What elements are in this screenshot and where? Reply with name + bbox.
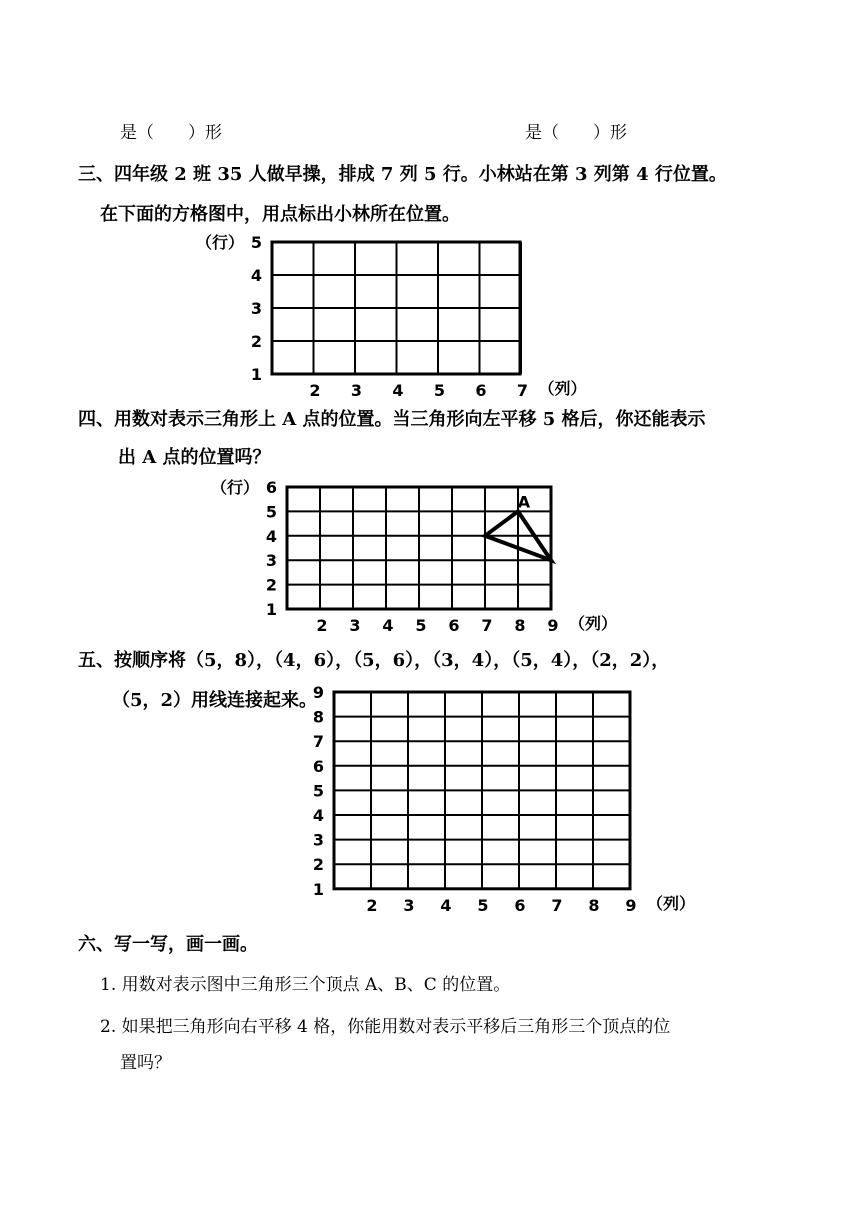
q3-row-tick: 5 <box>250 233 262 252</box>
q5-row-tick: 9 <box>312 683 324 702</box>
q4-col-tick: 3 <box>349 616 361 635</box>
q5-line2: （5，2）用线连接起来。 <box>112 690 318 711</box>
blank-right: 是（ ）形 <box>525 123 627 143</box>
q5-col-tick: 4 <box>440 895 452 915</box>
q4-row-tick: 6 <box>265 478 277 497</box>
q5-col-tick: 8 <box>588 895 600 915</box>
q4-col-tick: 4 <box>382 616 394 635</box>
q5-col-label: （列） <box>647 893 696 913</box>
q4-col-tick: 6 <box>448 616 460 635</box>
q4-row-label: （行） <box>210 478 259 497</box>
q4-col-tick: 7 <box>481 616 493 635</box>
q6-item2b: 置吗？ <box>120 1053 171 1073</box>
q5-col-tick: 3 <box>403 895 415 915</box>
q5-row-tick: 4 <box>312 806 324 825</box>
q3-col-tick: 7 <box>516 381 529 400</box>
q3-row-label: （行） <box>195 233 244 252</box>
q3-line2: 在下面的方格图中，用点标出小林所在位置。 <box>100 204 460 225</box>
q5-col-tick: 5 <box>477 895 489 915</box>
q3-col-tick: 3 <box>350 381 363 400</box>
q5-col-tick: 7 <box>551 895 563 915</box>
q3-col-tick: 5 <box>433 381 446 400</box>
q4-col-tick: 9 <box>547 616 559 635</box>
q5-row-tick: 6 <box>312 756 324 776</box>
q5-row-tick: 5 <box>312 781 324 801</box>
q5-col-tick: 6 <box>514 895 526 915</box>
q5-row-tick: 2 <box>312 855 324 875</box>
q5-line1: 五、按顺序将（5，8），（4，6），（5，6），（3，4），（5，4），（2，2）， <box>78 650 670 671</box>
blank-left: 是（ ）形 <box>120 123 222 143</box>
q5-col-tick: 9 <box>625 895 637 915</box>
q4-row-tick: 3 <box>265 551 277 571</box>
q3-col-tick: 6 <box>475 381 487 400</box>
q3-row-tick: 2 <box>250 332 262 351</box>
q3-row-tick: 1 <box>250 365 262 384</box>
q4-col-label: （列） <box>569 614 618 633</box>
q3-col-tick: 4 <box>392 381 404 400</box>
q4-col-tick: 5 <box>415 616 427 635</box>
q4-col-tick: 2 <box>316 616 328 635</box>
q4-line2: 出 A 点的位置吗？ <box>118 447 271 468</box>
q3-col-tick: 2 <box>309 381 321 400</box>
q6-item1: 1. 用数对表示图中三角形三个顶点 A、B、C 的位置。 <box>100 975 511 995</box>
q3-row-tick: 3 <box>250 299 262 318</box>
q3-line1: 三、四年级 2 班 35 人做早操，排成 7 列 5 行。小林站在第 3 列第 4 行位置。 <box>78 164 727 185</box>
q5-row-tick: 8 <box>312 707 324 727</box>
q4-col-tick: 8 <box>514 616 526 635</box>
q5-row-tick: 7 <box>312 732 324 752</box>
q5-row-tick: 3 <box>312 830 324 850</box>
q4-row-tick: 4 <box>265 526 277 546</box>
q4-row-tick: 5 <box>265 502 277 522</box>
q5-col-tick: 2 <box>366 895 378 915</box>
q3-row-tick: 4 <box>250 266 262 285</box>
q6-title: 六、写一写，画一画。 <box>78 934 258 955</box>
q4-point-a-label: A <box>517 492 531 512</box>
q5-row-tick: 1 <box>312 879 324 899</box>
q4-row-tick: 1 <box>265 600 277 619</box>
q4-line1: 四、用数对表示三角形上 A 点的位置。当三角形向左平移 5 格后，你还能表示 <box>78 409 706 430</box>
q6-item2a: 2. 如果把三角形向右平移 4 格，你能用数对表示平移后三角形三个顶点的位 <box>100 1017 671 1037</box>
q3-col-label: （列） <box>538 379 587 398</box>
q4-row-tick: 2 <box>265 575 277 595</box>
